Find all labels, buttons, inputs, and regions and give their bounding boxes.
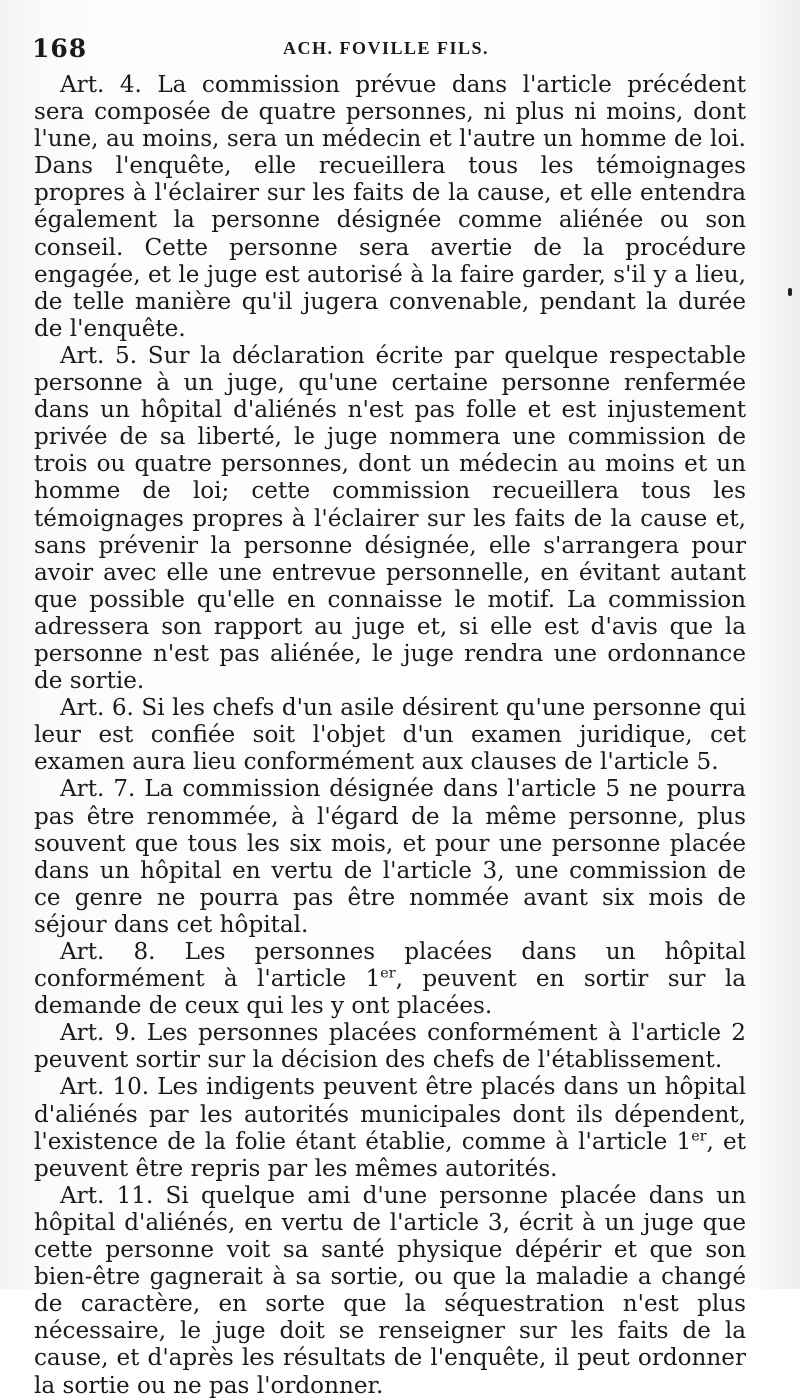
- article-label: Art. 4.: [60, 72, 142, 98]
- article-label: Art. 7.: [60, 776, 136, 803]
- article-label: Art. 8.: [60, 939, 156, 965]
- article-7-paragraph: [34, 776, 746, 939]
- article-text-continued: , peuvent en sortir sur la demande de ceux qui les y ont placées.: [34, 966, 746, 1020]
- margin-speck: [788, 288, 792, 296]
- article-text: La commission prévue dans l'article précédent sera composée de quatre personnes, ni plus ni moins, dont l'une, au moins, sera un médecin et l'autre un homme de loi. Dans l'enquête, elle recueillera tous les témoignages propres à l'éclairer sur les faits de la cause, et elle entendra également la personne désignée comme aliénée ou son conseil. Cette personne sera avertie de la procédure engagée, et le juge est autorisé à la faire garder, s'il y a lieu, de telle manière qu'il jugera convenable, pendant la durée de l'enquête.: [34, 72, 746, 342]
- ordinal-superscript: er: [380, 965, 396, 982]
- page-header: [32, 34, 740, 64]
- article-8-paragraph: [34, 939, 746, 1020]
- article-6-paragraph: [34, 695, 746, 776]
- article-text: Si quelque ami d'une personne placée dans un hôpital d'aliénés, en vertu de l'article 3, écrit à un juge que cette personne voit sa santé physique dépérir et que son bien-être gagnerait à sa sortie, ou que la maladie a changé de caractère, en sorte que la séquestration n'est plus nécessaire, le juge doit se renseigner sur les faits de la cause, et d'après les résultats de l'enquête, il peut ordonner la sortie ou ne pas l'ordonner.: [34, 1182, 746, 1399]
- article-9-paragraph: [34, 1020, 746, 1074]
- article-text: Les personnes placées conformément à l'article 2 peuvent sortir sur la décision des chefs de l'établissement.: [34, 1020, 746, 1074]
- article-text: Si les chefs d'un asile désirent qu'une personne qui leur est confiée soit l'objet d'un examen juridique, cet examen aura lieu conformément aux clauses de l'article 5.: [34, 695, 747, 776]
- article-text: Les indigents peuvent être placés dans un hôpital d'aliénés par les autorités municipales dont ils dépendent, l'existence de la folie étant établie, comme à l'article 1: [34, 1074, 747, 1155]
- article-label: Art. 9.: [60, 1020, 137, 1047]
- article-label: Art. 6.: [60, 695, 134, 722]
- page-body: [34, 72, 746, 1400]
- article-text: Sur la déclaration écrite par quelque respectable personne à un juge, qu'une certaine personne renfermée dans un hôpital d'aliénés n'est pas folle et est injustement privée de sa liberté, le juge nommera une commission de trois ou quatre personnes, dont un médecin au moins et un homme de loi; cette commission recueillera tous les témoignages propres à l'éclairer sur les faits de la cause et, sans prévenir la personne désignée, elle s'arrangera pour avoir avec elle une entrevue personnelle, en évitant autant que possible qu'elle en connaisse le motif. La commission adressera son rapport au juge et, si elle est d'avis que la personne n'est pas aliénée, le juge rendra une ordonnance de sortie.: [34, 342, 746, 695]
- article-label: Art. 10.: [60, 1074, 150, 1101]
- ordinal-superscript: er: [691, 1127, 707, 1144]
- article-label: Art. 11.: [60, 1182, 154, 1209]
- article-10-paragraph: [34, 1074, 746, 1182]
- running-head: ACH. FOVILLE FILS.: [282, 38, 490, 58]
- article-4-paragraph: [34, 72, 746, 343]
- article-text: Les personnes placées dans un hôpital conformément à l'article 1: [34, 939, 747, 993]
- article-text-continued: , et peuvent être repris par les mêmes autorités.: [34, 1128, 746, 1182]
- article-text: La commission désignée dans l'article 5 ne pourra pas être renommée, à l'égard de la même personne, plus souvent que tous les six mois, et pour une personne placée dans un hôpital en vertu de l'article 3, une commission de ce genre ne pourra pas être nommée avant six mois de séjour dans cet hôpital.: [34, 776, 746, 938]
- article-label: Art. 5.: [60, 342, 138, 369]
- page-number: 168: [32, 34, 88, 63]
- article-5-paragraph: [34, 343, 746, 695]
- article-11-paragraph: [34, 1183, 746, 1400]
